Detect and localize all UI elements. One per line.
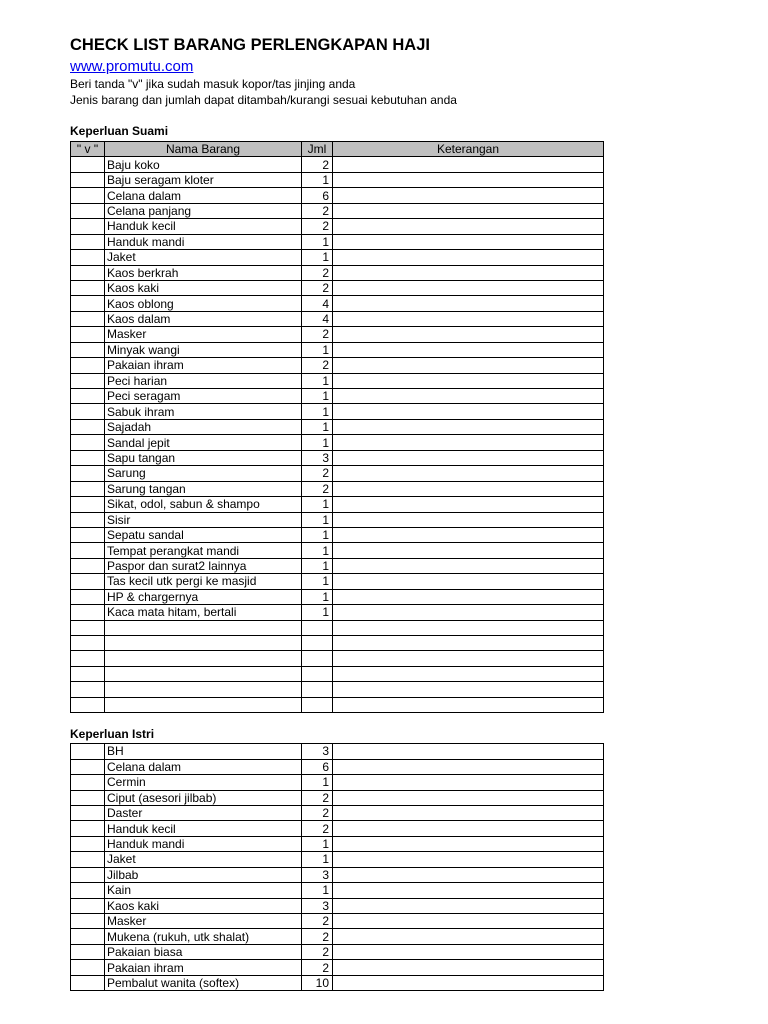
item-qty: 1 xyxy=(302,373,333,388)
item-qty: 2 xyxy=(302,157,333,172)
item-name: Kaca mata hitam, bertali xyxy=(105,605,302,620)
check-cell[interactable] xyxy=(71,790,105,805)
item-qty: 3 xyxy=(302,867,333,882)
remark-cell[interactable] xyxy=(333,404,604,419)
check-cell[interactable] xyxy=(71,666,105,681)
table-row xyxy=(71,296,604,311)
table-row xyxy=(71,589,604,604)
item-name xyxy=(105,636,302,651)
item-qty: 2 xyxy=(302,265,333,280)
item-qty: 1 xyxy=(302,234,333,249)
remark-cell[interactable] xyxy=(333,682,604,697)
item-name: Celana dalam xyxy=(105,188,302,203)
table-row xyxy=(71,172,604,187)
table-row xyxy=(71,188,604,203)
item-qty: 2 xyxy=(302,929,333,944)
check-cell[interactable] xyxy=(71,574,105,589)
table-row xyxy=(71,157,604,172)
checklist-table-istri xyxy=(70,743,604,991)
item-name xyxy=(105,620,302,635)
remark-cell[interactable] xyxy=(333,481,604,496)
table-row xyxy=(71,250,604,265)
table-row xyxy=(71,342,604,357)
item-name: Pakaian ihram xyxy=(105,960,302,975)
check-cell[interactable] xyxy=(71,157,105,172)
table-row xyxy=(71,481,604,496)
table-row xyxy=(71,512,604,527)
item-qty: 3 xyxy=(302,744,333,759)
remark-cell[interactable] xyxy=(333,605,604,620)
check-cell[interactable] xyxy=(71,744,105,759)
item-qty: 2 xyxy=(302,358,333,373)
item-name: Celana dalam xyxy=(105,759,302,774)
check-cell[interactable] xyxy=(71,697,105,712)
item-qty: 1 xyxy=(302,527,333,542)
item-name: Mukena (rukuh, utk shalat) xyxy=(105,929,302,944)
check-cell[interactable] xyxy=(71,775,105,790)
item-name: Handuk mandi xyxy=(105,234,302,249)
item-name: Pakaian ihram xyxy=(105,358,302,373)
item-name: Daster xyxy=(105,805,302,820)
check-cell[interactable] xyxy=(71,543,105,558)
table-row xyxy=(71,805,604,820)
check-cell[interactable] xyxy=(71,419,105,434)
check-cell[interactable] xyxy=(71,311,105,326)
table-row xyxy=(71,435,604,450)
check-cell[interactable] xyxy=(71,914,105,929)
item-qty: 2 xyxy=(302,481,333,496)
item-qty: 1 xyxy=(302,775,333,790)
check-cell[interactable] xyxy=(71,805,105,820)
table-row xyxy=(71,697,604,712)
table-row xyxy=(71,775,604,790)
remark-cell[interactable] xyxy=(333,883,604,898)
check-cell[interactable] xyxy=(71,265,105,280)
item-name: Sapu tangan xyxy=(105,450,302,465)
table-body-istri xyxy=(71,744,604,991)
item-name: Jaket xyxy=(105,250,302,265)
item-name: Peci harian xyxy=(105,373,302,388)
table-row xyxy=(71,404,604,419)
check-cell[interactable] xyxy=(71,852,105,867)
remark-cell[interactable] xyxy=(333,172,604,187)
remark-cell[interactable] xyxy=(333,527,604,542)
item-name: Ciput (asesori jilbab) xyxy=(105,790,302,805)
check-cell[interactable] xyxy=(71,975,105,990)
item-qty: 1 xyxy=(302,404,333,419)
instruction-note-1: Beri tanda "v" jika sudah masuk kopor/tas jinjing anda xyxy=(70,77,356,91)
item-qty: 4 xyxy=(302,296,333,311)
item-qty xyxy=(302,697,333,712)
remark-cell[interactable] xyxy=(333,466,604,481)
table-row xyxy=(71,605,604,620)
item-name: Handuk mandi xyxy=(105,836,302,851)
item-qty: 2 xyxy=(302,805,333,820)
item-qty: 1 xyxy=(302,836,333,851)
remark-cell[interactable] xyxy=(333,543,604,558)
remark-cell[interactable] xyxy=(333,250,604,265)
item-qty: 2 xyxy=(302,914,333,929)
table-row xyxy=(71,666,604,681)
remark-cell[interactable] xyxy=(333,188,604,203)
item-name: Tempat perangkat mandi xyxy=(105,543,302,558)
remark-cell[interactable] xyxy=(333,296,604,311)
table-row xyxy=(71,419,604,434)
remark-cell[interactable] xyxy=(333,852,604,867)
remark-cell[interactable] xyxy=(333,342,604,357)
item-name: Jilbab xyxy=(105,867,302,882)
item-name xyxy=(105,697,302,712)
item-qty: 2 xyxy=(302,203,333,218)
remark-cell[interactable] xyxy=(333,914,604,929)
table-row xyxy=(71,975,604,990)
item-qty: 2 xyxy=(302,327,333,342)
instruction-note-2: Jenis barang dan jumlah dapat ditambah/kurangi sesuai kebutuhan anda xyxy=(70,92,457,107)
item-name: Baju koko xyxy=(105,157,302,172)
item-name: Baju seragam kloter xyxy=(105,172,302,187)
table-row xyxy=(71,636,604,651)
item-qty: 1 xyxy=(302,172,333,187)
table-row xyxy=(71,558,604,573)
table-row xyxy=(71,543,604,558)
check-cell[interactable] xyxy=(71,296,105,311)
table-row xyxy=(71,744,604,759)
item-name: Jaket xyxy=(105,852,302,867)
table-row xyxy=(71,311,604,326)
remark-cell[interactable] xyxy=(333,234,604,249)
item-name: Kaos berkrah xyxy=(105,265,302,280)
header-name: Nama Barang xyxy=(105,142,302,157)
checklist-table-suami xyxy=(70,141,604,713)
remark-cell[interactable] xyxy=(333,898,604,913)
item-name: Kain xyxy=(105,883,302,898)
remark-cell[interactable] xyxy=(333,929,604,944)
item-name: Sajadah xyxy=(105,419,302,434)
item-qty: 3 xyxy=(302,450,333,465)
remark-cell[interactable] xyxy=(333,759,604,774)
table-row xyxy=(71,883,604,898)
remark-cell[interactable] xyxy=(333,512,604,527)
check-cell[interactable] xyxy=(71,836,105,851)
check-cell[interactable] xyxy=(71,172,105,187)
remark-cell[interactable] xyxy=(333,775,604,790)
item-qty: 2 xyxy=(302,960,333,975)
check-cell[interactable] xyxy=(71,466,105,481)
remark-cell[interactable] xyxy=(333,821,604,836)
remark-cell[interactable] xyxy=(333,944,604,959)
check-cell[interactable] xyxy=(71,682,105,697)
remark-cell[interactable] xyxy=(333,867,604,882)
check-cell[interactable] xyxy=(71,527,105,542)
check-cell[interactable] xyxy=(71,250,105,265)
check-cell[interactable] xyxy=(71,373,105,388)
remark-cell[interactable] xyxy=(333,419,604,434)
check-cell[interactable] xyxy=(71,512,105,527)
item-name: Pakaian biasa xyxy=(105,944,302,959)
item-qty xyxy=(302,682,333,697)
item-qty: 1 xyxy=(302,389,333,404)
item-qty: 1 xyxy=(302,543,333,558)
table-body-suami xyxy=(71,157,604,713)
table-row xyxy=(71,821,604,836)
remark-cell[interactable] xyxy=(333,589,604,604)
item-name xyxy=(105,682,302,697)
item-qty: 2 xyxy=(302,466,333,481)
check-cell[interactable] xyxy=(71,234,105,249)
remark-cell[interactable] xyxy=(333,157,604,172)
remark-cell[interactable] xyxy=(333,358,604,373)
item-name: Kaos oblong xyxy=(105,296,302,311)
check-cell[interactable] xyxy=(71,759,105,774)
header-check: " v " xyxy=(71,142,105,157)
item-name: Tas kecil utk pergi ke masjid xyxy=(105,574,302,589)
check-cell[interactable] xyxy=(71,450,105,465)
remark-cell[interactable] xyxy=(333,620,604,635)
item-qty: 1 xyxy=(302,419,333,434)
item-qty: 4 xyxy=(302,311,333,326)
check-cell[interactable] xyxy=(71,651,105,666)
item-name: Handuk kecil xyxy=(105,219,302,234)
item-qty: 2 xyxy=(302,280,333,295)
item-qty: 1 xyxy=(302,605,333,620)
item-name: Paspor dan surat2 lainnya xyxy=(105,558,302,573)
table-row xyxy=(71,466,604,481)
item-qty: 6 xyxy=(302,759,333,774)
remark-cell[interactable] xyxy=(333,327,604,342)
table-row xyxy=(71,527,604,542)
table-row xyxy=(71,265,604,280)
table-row xyxy=(71,574,604,589)
item-qty: 1 xyxy=(302,574,333,589)
item-name: Peci seragam xyxy=(105,389,302,404)
table-header-row xyxy=(71,142,604,157)
item-name: Sarung xyxy=(105,466,302,481)
table-row xyxy=(71,929,604,944)
check-cell[interactable] xyxy=(71,883,105,898)
item-name: BH xyxy=(105,744,302,759)
item-name: Cermin xyxy=(105,775,302,790)
remark-cell[interactable] xyxy=(333,697,604,712)
remark-cell[interactable] xyxy=(333,790,604,805)
section-label-suami: Keperluan Suami xyxy=(70,124,169,138)
remark-cell[interactable] xyxy=(333,311,604,326)
item-name: Sisir xyxy=(105,512,302,527)
item-qty: 1 xyxy=(302,250,333,265)
check-cell[interactable] xyxy=(71,219,105,234)
item-name: Sepatu sandal xyxy=(105,527,302,542)
item-qty: 2 xyxy=(302,821,333,836)
item-qty: 1 xyxy=(302,342,333,357)
check-cell[interactable] xyxy=(71,620,105,635)
item-qty: 1 xyxy=(302,435,333,450)
item-qty: 6 xyxy=(302,188,333,203)
table-row xyxy=(71,234,604,249)
check-cell[interactable] xyxy=(71,636,105,651)
remark-cell[interactable] xyxy=(333,389,604,404)
item-qty xyxy=(302,666,333,681)
item-qty: 1 xyxy=(302,852,333,867)
check-cell[interactable] xyxy=(71,342,105,357)
table-row xyxy=(71,219,604,234)
item-name: Sandal jepit xyxy=(105,435,302,450)
remark-cell[interactable] xyxy=(333,280,604,295)
check-cell[interactable] xyxy=(71,821,105,836)
table-row xyxy=(71,682,604,697)
remark-cell[interactable] xyxy=(333,497,604,512)
table-row xyxy=(71,651,604,666)
remark-cell[interactable] xyxy=(333,373,604,388)
table-row xyxy=(71,867,604,882)
check-cell[interactable] xyxy=(71,898,105,913)
item-name xyxy=(105,666,302,681)
table-row xyxy=(71,898,604,913)
item-name: Celana panjang xyxy=(105,203,302,218)
table-row xyxy=(71,450,604,465)
item-name: Sabuk ihram xyxy=(105,404,302,419)
item-qty: 10 xyxy=(302,975,333,990)
table-row xyxy=(71,373,604,388)
remark-cell[interactable] xyxy=(333,558,604,573)
remark-cell[interactable] xyxy=(333,450,604,465)
item-name: Sikat, odol, sabun & shampo xyxy=(105,497,302,512)
table-row xyxy=(71,944,604,959)
table-row xyxy=(71,280,604,295)
table-row xyxy=(71,620,604,635)
item-qty: 1 xyxy=(302,558,333,573)
remark-cell[interactable] xyxy=(333,203,604,218)
item-qty: 1 xyxy=(302,883,333,898)
remark-cell[interactable] xyxy=(333,666,604,681)
item-name: Handuk kecil xyxy=(105,821,302,836)
check-cell[interactable] xyxy=(71,867,105,882)
item-qty: 1 xyxy=(302,512,333,527)
check-cell[interactable] xyxy=(71,327,105,342)
item-name: Masker xyxy=(105,327,302,342)
section-label-istri: Keperluan Istri xyxy=(70,727,155,742)
website-link[interactable]: www.promutu.com xyxy=(70,58,194,75)
item-qty xyxy=(302,636,333,651)
remark-cell[interactable] xyxy=(333,219,604,234)
table-row xyxy=(71,327,604,342)
header-remark: Keterangan xyxy=(333,142,604,157)
check-cell[interactable] xyxy=(71,280,105,295)
remark-cell[interactable] xyxy=(333,805,604,820)
remark-cell[interactable] xyxy=(333,744,604,759)
table-row xyxy=(71,914,604,929)
item-qty: 2 xyxy=(302,790,333,805)
item-name xyxy=(105,651,302,666)
remark-cell[interactable] xyxy=(333,975,604,990)
item-qty: 2 xyxy=(302,219,333,234)
item-name: Kaos kaki xyxy=(105,898,302,913)
table-row xyxy=(71,759,604,774)
check-cell[interactable] xyxy=(71,605,105,620)
table-row xyxy=(71,790,604,805)
item-name: Sarung tangan xyxy=(105,481,302,496)
check-cell[interactable] xyxy=(71,944,105,959)
check-cell[interactable] xyxy=(71,497,105,512)
item-qty xyxy=(302,620,333,635)
table-row xyxy=(71,389,604,404)
check-cell[interactable] xyxy=(71,389,105,404)
check-cell[interactable] xyxy=(71,188,105,203)
table-row xyxy=(71,960,604,975)
check-cell[interactable] xyxy=(71,558,105,573)
check-cell[interactable] xyxy=(71,960,105,975)
check-cell[interactable] xyxy=(71,203,105,218)
item-qty: 3 xyxy=(302,898,333,913)
check-cell[interactable] xyxy=(71,435,105,450)
item-name: Pembalut wanita (softex) xyxy=(105,975,302,990)
item-name: Kaos dalam xyxy=(105,311,302,326)
item-name: Masker xyxy=(105,914,302,929)
remark-cell[interactable] xyxy=(333,574,604,589)
item-name: Kaos kaki xyxy=(105,280,302,295)
check-cell[interactable] xyxy=(71,358,105,373)
item-qty xyxy=(302,651,333,666)
remark-cell[interactable] xyxy=(333,836,604,851)
item-qty: 1 xyxy=(302,497,333,512)
remark-cell[interactable] xyxy=(333,960,604,975)
check-cell[interactable] xyxy=(71,589,105,604)
header-qty: Jml xyxy=(302,142,333,157)
remark-cell[interactable] xyxy=(333,636,604,651)
table-row xyxy=(71,497,604,512)
item-qty: 1 xyxy=(302,589,333,604)
table-row xyxy=(71,358,604,373)
table-row xyxy=(71,852,604,867)
check-cell[interactable] xyxy=(71,404,105,419)
document-page xyxy=(70,34,610,991)
check-cell[interactable] xyxy=(71,481,105,496)
item-qty: 2 xyxy=(302,944,333,959)
item-name: HP & chargernya xyxy=(105,589,302,604)
item-name: Minyak wangi xyxy=(105,342,302,357)
check-cell[interactable] xyxy=(71,929,105,944)
table-row xyxy=(71,836,604,851)
page-title: CHECK LIST BARANG PERLENGKAPAN HAJI xyxy=(70,36,430,54)
remark-cell[interactable] xyxy=(333,651,604,666)
remark-cell[interactable] xyxy=(333,435,604,450)
remark-cell[interactable] xyxy=(333,265,604,280)
table-row xyxy=(71,203,604,218)
